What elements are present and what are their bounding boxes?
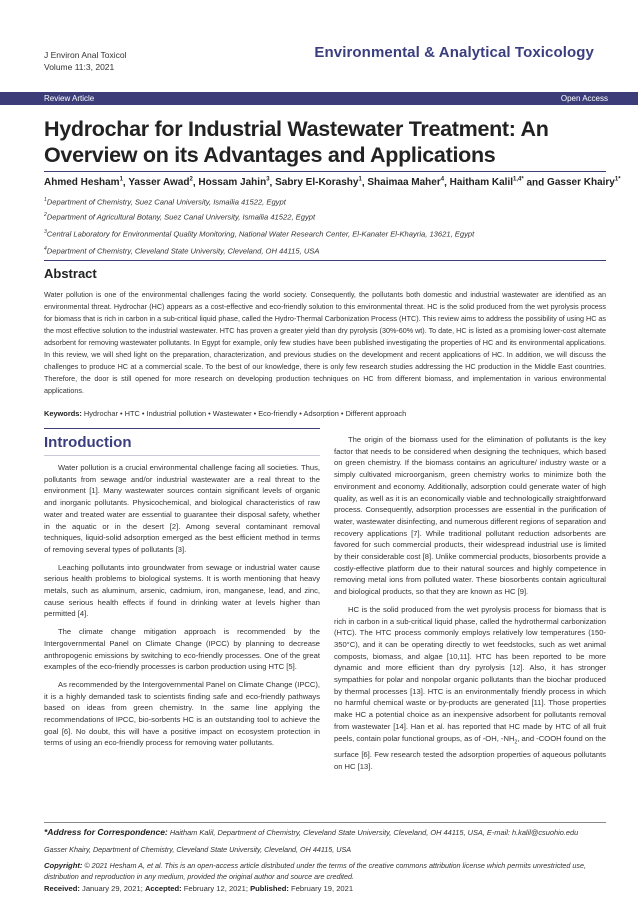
journal-volume: Volume 11:3, 2021 (44, 62, 115, 72)
paragraph: Leaching pollutants into groundwater from sewage or industrial water cause serious health problems to biological systems. It is worth mentioning that heavy metals, such as aluminum, arsenic, cadmium, iron, manganese, lead, and zinc, cause serious health effects if found in drinking water at levels higher than permitted [4]. (44, 562, 320, 619)
paragraph: The origin of the biomass used for the elimination of pollutants is the key factor that needs to be considered when designing the techniques, which based on green chemistry. If the biomass contains an agriculture/ industry waste or a simply cultivated microorganism, green chemistry works to minimize both the environment and economy. Additionally, adsorption could generate water of high quality, as well as it is an economically viable and technologically straightforward process. Consequently, adsorption processes are essential in the purification of water, wastewater disinfecting, and numerous different regions of separation and recovery applications [7]. While traditional pollutant reduction adsorbents are favored for such commercial products, their widespread industrial use is limited by their considerable cost [8]. Unlike commercial products, biosorbents provide a costly-effective platform due to their natural sources and highly competence in removing metal ions from polluted water. These biosorbents contain agricultural and biological products, so that they are known as HC [9]. (334, 435, 606, 597)
right-column (334, 434, 606, 778)
affiliation-divider (44, 260, 606, 261)
abstract-text: Water pollution is one of the environmental challenges facing the world society. Consequently, the pollutants both domestic and industrial wastewater are identified as an environmental threat. Hydrochar (HC) appears as a cost-effective and eco-friendly solution to this environmental threat. HC is the solid produced from the wet pyrolysis process for biomass that is rich in carbon in a sub-critical liquid phase, called the Hydro-Thermal Carbonization Process (HTC). This review aims to address the possibility of using HC as the most effective solution to the industrial wastewater. HTC has proven a greater yield than dry pyrolysis (30%-60% wt). To date, HC is listed as a promising lower-cost alternate adsorbent for removing wastewater pollutants. In Egypt for example, only few studies have been published investigating the properties of HC and its environmental applications. In this review, we will shed light on the preparation, characterization, and previous studies on the development and recent applications of HC. In addition, we will discuss the challenges to produce HC at a commercial scale. To the best of our knowledge, there is only few research studies addressing the HC production in the Middle East countries. Therefore, the door is still opened for more research on developing production techniques on HC from different biomass, and implementation in various environmental applications. (44, 290, 606, 395)
affiliation: $^3$Central Laboratory for Environmental Quality Monitoring, National Water Research Center, El-Kanater El-Khayria, 13621, Egypt (44, 229, 475, 239)
author: Shaimaa Maher$^4$ (367, 177, 445, 189)
keywords-label: Keywords: (44, 409, 82, 418)
journal-abbrev: J Environ Anal Toxicol (44, 50, 127, 60)
intro-heading: Introduction (44, 434, 132, 451)
author: Sabry El-Korashy$^1$ (275, 177, 362, 189)
affiliation: $^4$Department of Chemistry, Cleveland State University, Cleveland, OH 44115, USA (44, 246, 320, 256)
paragraph: Water pollution is a crucial environmental challenge facing all societies. Thus, pollutants from sewage and/or industrial wastewater are a real threat to the environment [1]. Many wastewater sources contain significant levels of organic and inorganic pollutants. Physicochemical, and biological characteristics of raw water and treated water are essential to guarantee their disposal safety, whether in the aquatic or in the desert [2]. Among several contaminant removal techniques, liquid-solid adsorption emerged as the best efficient method in terms of removing several types of pollutants [3]. (44, 463, 320, 554)
title-divider (44, 171, 606, 172)
access-badge: Open Access (560, 94, 608, 103)
footnote-divider (44, 822, 606, 823)
intro-top-rule (44, 428, 320, 429)
affiliation: $^1$Department of Chemistry, Suez Canal University, Ismailia 41522, Egypt (44, 197, 286, 207)
paragraph: HC is the solid produced from the wet pyrolysis process for biomass that is rich in carbon in a sub-critical liquid phase, called the hydrothermal carbonization (HTC). The HTC process commonly employs relatively low temperatures (150-350°C), and it can be operating directly to wet feedstocks, such as wet animal composts, biomass, and algae [10,11]. HTC has been reported to be more dynamic and more efficient than dry pyrolysis [12]. Also, it has stronger sympathies for polar and nonpolar organic pollutants than the biochar produced by thermal processes [13]. HTC is an environmentally friendly process in which no harmful chemical waste or by-products are generated [11]. Those properties make HC a potential choice as an inexpensive adsorbent for pollutants removal from wastewater [14]. Han et al. has reported that HC made by HTC of all fruit peels, contain polar functional groups, as of -OH, $-NH_2$, and -COOH found on the surface [6]. Few research tested the adsorption properties of aqueous pollutants on HC [13]. (334, 604, 606, 771)
author: Yasser Awad$^2$ (128, 177, 193, 189)
article-type: Review Article (44, 94, 95, 103)
copyright: Copyright: © 2021 Hesham A, et al. This is an open-access article distributed under the terms of the creative commons attribution license which permits unrestricted use, distribution and reproduction in any medium, provided the original author and source are credited. (44, 861, 586, 881)
correspondence-label: *Address for Correspondence: (44, 827, 168, 837)
article-type-bar (0, 92, 638, 105)
left-column (44, 462, 320, 755)
affiliation: $^2$Department of Agricultural Botany, Suez Canal University, Ismailia 41522, Egypt (44, 212, 316, 222)
correspondence-2: Gasser Khairy, Department of Chemistry, Cleveland State University, Cleveland, OH 44115, USA (44, 845, 352, 854)
copyright-label: Copyright: (44, 861, 83, 870)
article-title: Hydrochar for Industrial Wastewater Treatment: An Overview on its Advantages and Applications (44, 117, 549, 167)
journal-name: Environmental & Analytical Toxicology (314, 44, 594, 61)
author-list: Ahmed Hesham$^1$, Yasser Awad$^2$, Hossam Jahin$^3$, Sabry El-Korashy$^1$, Shaimaa Maher$^4$, Haitham Kalil$^{1,4*}$ and Gasser Khairy$^{1*}$ (44, 177, 621, 189)
abstract-heading: Abstract (44, 266, 97, 281)
correspondence: *Address for Correspondence: Haitham Kalil, Department of Chemistry, Cleveland State University, Cleveland, OH 44115, USA, E-mail: h.kalil@csuohio.edu (44, 827, 579, 837)
author: Gasser Khairy$^{1*}$ (547, 177, 621, 189)
author: Haitham Kalil$^{1,4*}$ (449, 177, 524, 189)
article-dates: Received: January 29, 2021; Accepted: February 12, 2021; Published: February 19, 2021 (44, 884, 354, 893)
paragraph: The climate change mitigation approach is recommended by the Intergovernmental Panel on Climate Change (IPCC) by planning to decrease anthropogenic emissions by switching to eco-friendly processes. One of the great examples of the eco-friendly processes is carbon production using HTC [5]. (44, 627, 320, 672)
keywords-text: Hydrochar • HTC • Industrial pollution • Wastewater • Eco-friendly • Adsorption • Different approach (83, 409, 407, 418)
paragraph: As recommended by the Intergovernmental Panel on Climate Change (IPCC), it is a highly demanded task to scientists finding safe and eco-friendly pathways based on ideas from green chemistry. In the same line applying the recommendations of IPCC, bio-sorbents HC is an outstanding tool to achieve the goal [6]. No doubt, this will have a positive impact on ecosystem protection in terms of using an eco-friendly process for removing water pollutants. (44, 679, 320, 748)
author: Ahmed Hesham$^1$ (44, 177, 123, 189)
keywords (44, 409, 606, 418)
journal-citation (44, 49, 127, 73)
intro-bottom-rule (44, 455, 320, 456)
author: Hossam Jahin$^3$ (198, 177, 270, 189)
